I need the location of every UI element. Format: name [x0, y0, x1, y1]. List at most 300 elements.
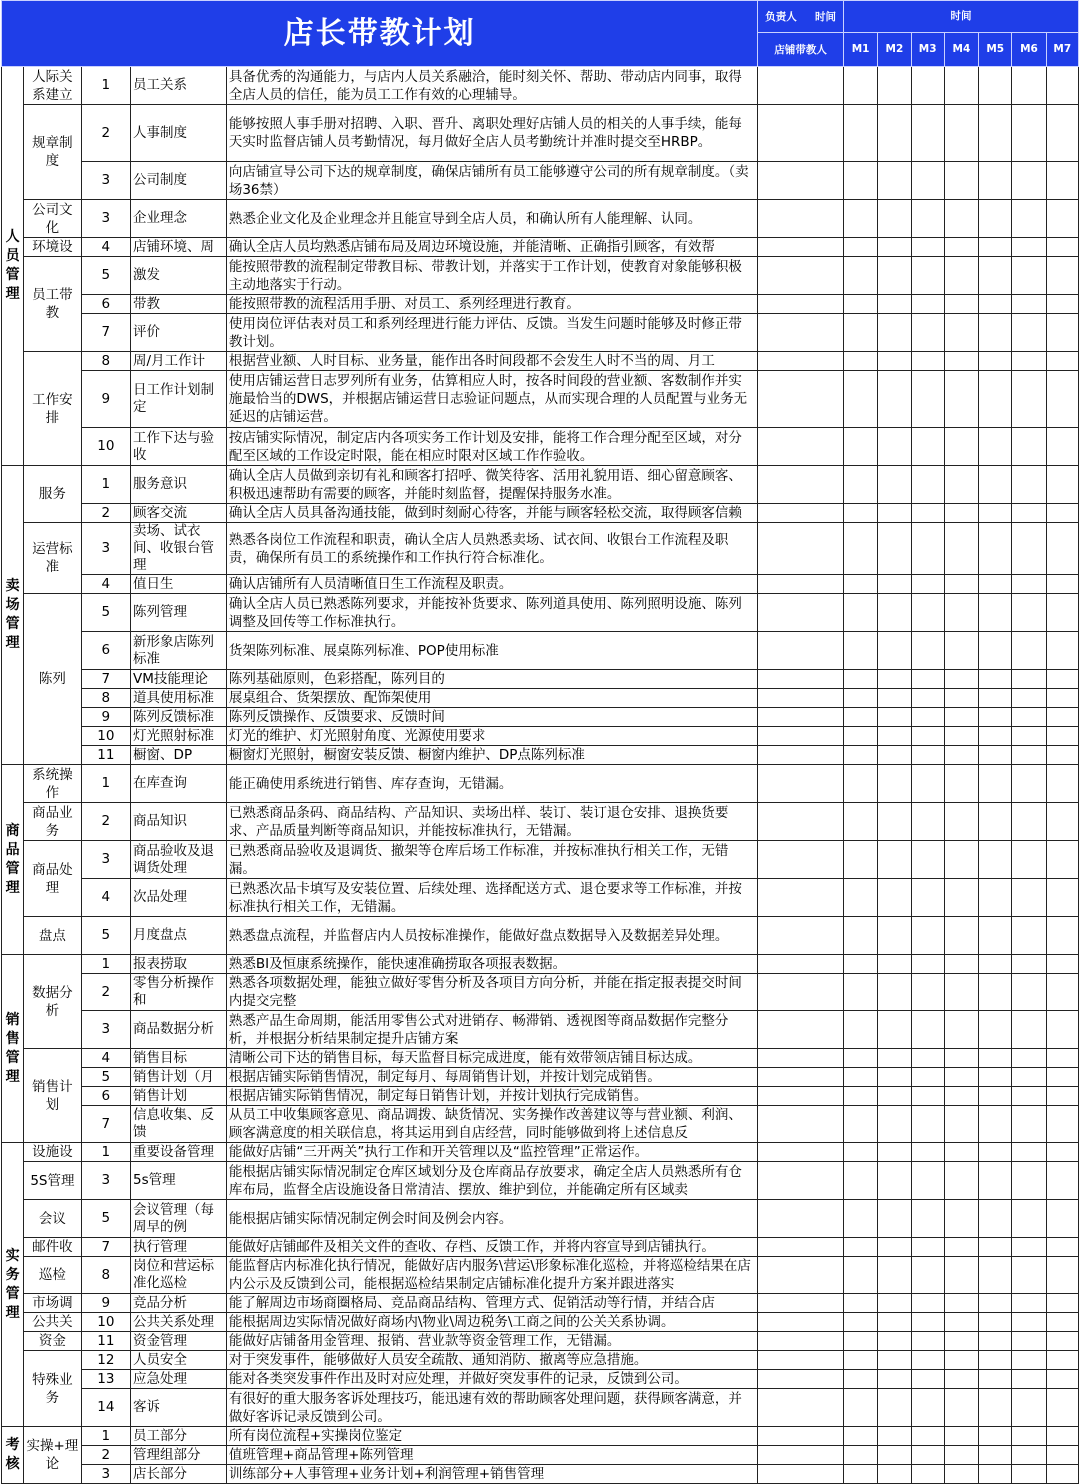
month-cell-m7[interactable] — [1046, 1465, 1078, 1484]
month-cell-m3[interactable] — [911, 841, 944, 879]
trainer-cell[interactable] — [758, 1389, 844, 1427]
month-cell-m3[interactable] — [911, 1068, 944, 1087]
month-cell-m5[interactable] — [979, 238, 1012, 257]
month-cell-m7[interactable] — [1046, 1200, 1078, 1238]
month-cell-m5[interactable] — [979, 1257, 1012, 1294]
month-cell-m3[interactable] — [911, 955, 944, 974]
month-cell-m1[interactable] — [843, 371, 877, 428]
trainer-cell[interactable] — [758, 1257, 844, 1294]
month-cell-m7[interactable] — [1046, 1143, 1078, 1162]
month-cell-m6[interactable] — [1012, 879, 1046, 917]
month-cell-m2[interactable] — [878, 708, 911, 727]
month-cell-m7[interactable] — [1046, 1370, 1078, 1389]
trainer-cell[interactable] — [758, 1465, 844, 1484]
trainer-cell[interactable] — [758, 1313, 844, 1332]
month-cell-m5[interactable] — [979, 523, 1012, 575]
month-cell-m3[interactable] — [911, 727, 944, 746]
month-cell-m6[interactable] — [1012, 727, 1046, 746]
trainer-cell[interactable] — [758, 1106, 844, 1143]
month-cell-m3[interactable] — [911, 879, 944, 917]
trainer-cell[interactable] — [758, 1370, 844, 1389]
month-cell-m5[interactable] — [979, 1332, 1012, 1351]
month-cell-m7[interactable] — [1046, 1446, 1078, 1465]
month-cell-m6[interactable] — [1012, 200, 1046, 238]
trainer-cell[interactable] — [758, 352, 844, 371]
month-cell-m1[interactable] — [843, 1351, 877, 1370]
month-cell-m1[interactable] — [843, 257, 877, 295]
month-cell-m2[interactable] — [878, 428, 911, 466]
month-cell-m3[interactable] — [911, 632, 944, 670]
month-cell-m7[interactable] — [1046, 1427, 1078, 1446]
month-cell-m7[interactable] — [1046, 1087, 1078, 1106]
trainer-cell[interactable] — [758, 1049, 844, 1068]
month-cell-m2[interactable] — [878, 504, 911, 523]
month-cell-m1[interactable] — [843, 295, 877, 314]
month-cell-m3[interactable] — [911, 746, 944, 765]
month-cell-m5[interactable] — [979, 1143, 1012, 1162]
month-cell-m1[interactable] — [843, 352, 877, 371]
month-cell-m5[interactable] — [979, 504, 1012, 523]
month-cell-m7[interactable] — [1046, 689, 1078, 708]
month-cell-m2[interactable] — [878, 955, 911, 974]
month-cell-m5[interactable] — [979, 1087, 1012, 1106]
trainer-cell[interactable] — [758, 594, 844, 632]
month-cell-m5[interactable] — [979, 1049, 1012, 1068]
trainer-cell[interactable] — [758, 1294, 844, 1313]
month-cell-m5[interactable] — [979, 428, 1012, 466]
month-cell-m7[interactable] — [1046, 314, 1078, 352]
month-cell-m1[interactable] — [843, 974, 877, 1011]
month-cell-m7[interactable] — [1046, 632, 1078, 670]
month-cell-m3[interactable] — [911, 1200, 944, 1238]
month-cell-m5[interactable] — [979, 1106, 1012, 1143]
month-cell-m5[interactable] — [979, 746, 1012, 765]
month-cell-m3[interactable] — [911, 1049, 944, 1068]
month-cell-m3[interactable] — [911, 1313, 944, 1332]
month-cell-m4[interactable] — [944, 1200, 978, 1238]
month-cell-m4[interactable] — [944, 295, 978, 314]
month-cell-m4[interactable] — [944, 670, 978, 689]
month-cell-m7[interactable] — [1046, 162, 1078, 200]
month-cell-m3[interactable] — [911, 1087, 944, 1106]
month-cell-m6[interactable] — [1012, 1200, 1046, 1238]
month-cell-m7[interactable] — [1046, 295, 1078, 314]
month-cell-m4[interactable] — [944, 162, 978, 200]
month-cell-m6[interactable] — [1012, 1370, 1046, 1389]
month-cell-m6[interactable] — [1012, 1313, 1046, 1332]
trainer-cell[interactable] — [758, 523, 844, 575]
month-cell-m7[interactable] — [1046, 1389, 1078, 1427]
month-cell-m5[interactable] — [979, 1162, 1012, 1200]
month-cell-m5[interactable] — [979, 1389, 1012, 1427]
month-cell-m7[interactable] — [1046, 765, 1078, 803]
trainer-cell[interactable] — [758, 803, 844, 841]
month-cell-m1[interactable] — [843, 1011, 877, 1049]
month-cell-m3[interactable] — [911, 575, 944, 594]
month-cell-m6[interactable] — [1012, 670, 1046, 689]
month-cell-m1[interactable] — [843, 1143, 877, 1162]
month-cell-m7[interactable] — [1046, 708, 1078, 727]
month-cell-m6[interactable] — [1012, 162, 1046, 200]
trainer-cell[interactable] — [758, 765, 844, 803]
month-cell-m2[interactable] — [878, 1011, 911, 1049]
month-cell-m4[interactable] — [944, 1106, 978, 1143]
month-cell-m3[interactable] — [911, 295, 944, 314]
month-cell-m3[interactable] — [911, 1257, 944, 1294]
month-cell-m6[interactable] — [1012, 295, 1046, 314]
trainer-cell[interactable] — [758, 371, 844, 428]
month-cell-m2[interactable] — [878, 746, 911, 765]
month-cell-m2[interactable] — [878, 105, 911, 162]
month-cell-m3[interactable] — [911, 1238, 944, 1257]
month-cell-m1[interactable] — [843, 689, 877, 708]
month-cell-m3[interactable] — [911, 1465, 944, 1484]
month-cell-m6[interactable] — [1012, 1332, 1046, 1351]
trainer-cell[interactable] — [758, 1087, 844, 1106]
month-cell-m4[interactable] — [944, 1351, 978, 1370]
month-cell-m7[interactable] — [1046, 1238, 1078, 1257]
month-cell-m6[interactable] — [1012, 708, 1046, 727]
month-cell-m2[interactable] — [878, 1106, 911, 1143]
month-cell-m1[interactable] — [843, 879, 877, 917]
month-cell-m3[interactable] — [911, 917, 944, 955]
trainer-cell[interactable] — [758, 1143, 844, 1162]
month-cell-m2[interactable] — [878, 670, 911, 689]
month-cell-m1[interactable] — [843, 1294, 877, 1313]
month-cell-m1[interactable] — [843, 428, 877, 466]
month-cell-m5[interactable] — [979, 200, 1012, 238]
month-cell-m6[interactable] — [1012, 1389, 1046, 1427]
month-cell-m4[interactable] — [944, 1143, 978, 1162]
month-cell-m1[interactable] — [843, 1049, 877, 1068]
month-cell-m3[interactable] — [911, 352, 944, 371]
month-cell-m5[interactable] — [979, 632, 1012, 670]
month-cell-m1[interactable] — [843, 727, 877, 746]
month-cell-m6[interactable] — [1012, 1106, 1046, 1143]
month-cell-m3[interactable] — [911, 1389, 944, 1427]
month-cell-m6[interactable] — [1012, 974, 1046, 1011]
month-cell-m3[interactable] — [911, 1332, 944, 1351]
month-cell-m5[interactable] — [979, 1465, 1012, 1484]
month-cell-m5[interactable] — [979, 67, 1012, 105]
month-cell-m4[interactable] — [944, 1465, 978, 1484]
month-cell-m4[interactable] — [944, 257, 978, 295]
month-cell-m4[interactable] — [944, 1238, 978, 1257]
month-cell-m1[interactable] — [843, 1200, 877, 1238]
month-cell-m2[interactable] — [878, 575, 911, 594]
month-cell-m6[interactable] — [1012, 1049, 1046, 1068]
month-cell-m3[interactable] — [911, 1370, 944, 1389]
month-cell-m2[interactable] — [878, 67, 911, 105]
month-cell-m3[interactable] — [911, 1446, 944, 1465]
month-cell-m2[interactable] — [878, 841, 911, 879]
month-cell-m1[interactable] — [843, 1389, 877, 1427]
month-cell-m4[interactable] — [944, 632, 978, 670]
month-cell-m7[interactable] — [1046, 1049, 1078, 1068]
month-cell-m5[interactable] — [979, 879, 1012, 917]
trainer-cell[interactable] — [758, 67, 844, 105]
month-cell-m6[interactable] — [1012, 803, 1046, 841]
month-cell-m2[interactable] — [878, 1294, 911, 1313]
month-cell-m4[interactable] — [944, 67, 978, 105]
month-cell-m5[interactable] — [979, 1446, 1012, 1465]
month-cell-m6[interactable] — [1012, 314, 1046, 352]
month-cell-m4[interactable] — [944, 314, 978, 352]
month-cell-m4[interactable] — [944, 238, 978, 257]
month-cell-m2[interactable] — [878, 594, 911, 632]
month-cell-m2[interactable] — [878, 1068, 911, 1087]
month-cell-m2[interactable] — [878, 632, 911, 670]
month-cell-m7[interactable] — [1046, 371, 1078, 428]
trainer-cell[interactable] — [758, 162, 844, 200]
month-cell-m5[interactable] — [979, 1427, 1012, 1446]
trainer-cell[interactable] — [758, 841, 844, 879]
month-cell-m3[interactable] — [911, 371, 944, 428]
month-cell-m6[interactable] — [1012, 1238, 1046, 1257]
trainer-cell[interactable] — [758, 689, 844, 708]
month-cell-m6[interactable] — [1012, 1257, 1046, 1294]
month-cell-m2[interactable] — [878, 1313, 911, 1332]
trainer-cell[interactable] — [758, 1351, 844, 1370]
month-cell-m5[interactable] — [979, 841, 1012, 879]
month-cell-m6[interactable] — [1012, 1446, 1046, 1465]
month-cell-m3[interactable] — [911, 257, 944, 295]
month-cell-m6[interactable] — [1012, 238, 1046, 257]
month-cell-m4[interactable] — [944, 1427, 978, 1446]
month-cell-m1[interactable] — [843, 238, 877, 257]
month-cell-m4[interactable] — [944, 1389, 978, 1427]
month-cell-m7[interactable] — [1046, 727, 1078, 746]
month-cell-m1[interactable] — [843, 632, 877, 670]
month-cell-m2[interactable] — [878, 314, 911, 352]
month-cell-m1[interactable] — [843, 841, 877, 879]
month-cell-m4[interactable] — [944, 466, 978, 504]
month-cell-m4[interactable] — [944, 1087, 978, 1106]
month-cell-m4[interactable] — [944, 974, 978, 1011]
month-cell-m3[interactable] — [911, 1294, 944, 1313]
month-cell-m3[interactable] — [911, 1351, 944, 1370]
month-cell-m4[interactable] — [944, 594, 978, 632]
month-cell-m6[interactable] — [1012, 765, 1046, 803]
month-cell-m6[interactable] — [1012, 523, 1046, 575]
month-cell-m1[interactable] — [843, 746, 877, 765]
month-cell-m1[interactable] — [843, 1332, 877, 1351]
month-cell-m6[interactable] — [1012, 1143, 1046, 1162]
month-cell-m6[interactable] — [1012, 1068, 1046, 1087]
month-cell-m5[interactable] — [979, 689, 1012, 708]
month-cell-m6[interactable] — [1012, 466, 1046, 504]
month-cell-m2[interactable] — [878, 257, 911, 295]
month-cell-m6[interactable] — [1012, 746, 1046, 765]
month-cell-m7[interactable] — [1046, 917, 1078, 955]
month-cell-m6[interactable] — [1012, 352, 1046, 371]
trainer-cell[interactable] — [758, 1068, 844, 1087]
month-cell-m3[interactable] — [911, 1011, 944, 1049]
month-cell-m2[interactable] — [878, 974, 911, 1011]
month-cell-m3[interactable] — [911, 466, 944, 504]
month-cell-m2[interactable] — [878, 879, 911, 917]
month-cell-m2[interactable] — [878, 352, 911, 371]
month-cell-m4[interactable] — [944, 523, 978, 575]
month-cell-m2[interactable] — [878, 371, 911, 428]
month-cell-m1[interactable] — [843, 200, 877, 238]
month-cell-m2[interactable] — [878, 803, 911, 841]
month-cell-m4[interactable] — [944, 352, 978, 371]
month-cell-m5[interactable] — [979, 955, 1012, 974]
month-cell-m7[interactable] — [1046, 466, 1078, 504]
month-cell-m7[interactable] — [1046, 594, 1078, 632]
month-cell-m1[interactable] — [843, 105, 877, 162]
trainer-cell[interactable] — [758, 955, 844, 974]
month-cell-m3[interactable] — [911, 1162, 944, 1200]
month-cell-m7[interactable] — [1046, 1351, 1078, 1370]
month-cell-m2[interactable] — [878, 1465, 911, 1484]
month-cell-m2[interactable] — [878, 200, 911, 238]
month-cell-m5[interactable] — [979, 575, 1012, 594]
month-cell-m5[interactable] — [979, 670, 1012, 689]
month-cell-m5[interactable] — [979, 1313, 1012, 1332]
month-cell-m4[interactable] — [944, 955, 978, 974]
month-cell-m6[interactable] — [1012, 257, 1046, 295]
month-cell-m1[interactable] — [843, 955, 877, 974]
trainer-cell[interactable] — [758, 879, 844, 917]
trainer-cell[interactable] — [758, 238, 844, 257]
trainer-cell[interactable] — [758, 105, 844, 162]
month-cell-m4[interactable] — [944, 105, 978, 162]
month-cell-m3[interactable] — [911, 594, 944, 632]
month-cell-m4[interactable] — [944, 708, 978, 727]
month-cell-m4[interactable] — [944, 689, 978, 708]
month-cell-m7[interactable] — [1046, 67, 1078, 105]
month-cell-m7[interactable] — [1046, 1162, 1078, 1200]
month-cell-m6[interactable] — [1012, 504, 1046, 523]
month-cell-m2[interactable] — [878, 1087, 911, 1106]
month-cell-m1[interactable] — [843, 708, 877, 727]
month-cell-m2[interactable] — [878, 1238, 911, 1257]
month-cell-m6[interactable] — [1012, 917, 1046, 955]
month-cell-m5[interactable] — [979, 1370, 1012, 1389]
month-cell-m4[interactable] — [944, 428, 978, 466]
month-cell-m6[interactable] — [1012, 1011, 1046, 1049]
month-cell-m2[interactable] — [878, 238, 911, 257]
month-cell-m2[interactable] — [878, 466, 911, 504]
month-cell-m1[interactable] — [843, 466, 877, 504]
month-cell-m3[interactable] — [911, 105, 944, 162]
month-cell-m4[interactable] — [944, 1446, 978, 1465]
month-cell-m6[interactable] — [1012, 955, 1046, 974]
month-cell-m4[interactable] — [944, 765, 978, 803]
month-cell-m2[interactable] — [878, 1332, 911, 1351]
month-cell-m2[interactable] — [878, 1370, 911, 1389]
month-cell-m7[interactable] — [1046, 1257, 1078, 1294]
month-cell-m3[interactable] — [911, 670, 944, 689]
month-cell-m7[interactable] — [1046, 1106, 1078, 1143]
month-cell-m4[interactable] — [944, 727, 978, 746]
month-cell-m4[interactable] — [944, 1257, 978, 1294]
month-cell-m7[interactable] — [1046, 257, 1078, 295]
month-cell-m3[interactable] — [911, 1143, 944, 1162]
month-cell-m2[interactable] — [878, 1200, 911, 1238]
month-cell-m5[interactable] — [979, 727, 1012, 746]
month-cell-m4[interactable] — [944, 1011, 978, 1049]
month-cell-m3[interactable] — [911, 200, 944, 238]
month-cell-m1[interactable] — [843, 1068, 877, 1087]
month-cell-m1[interactable] — [843, 1370, 877, 1389]
trainer-cell[interactable] — [758, 314, 844, 352]
month-cell-m3[interactable] — [911, 765, 944, 803]
month-cell-m2[interactable] — [878, 1389, 911, 1427]
trainer-cell[interactable] — [758, 466, 844, 504]
month-cell-m5[interactable] — [979, 1294, 1012, 1313]
month-cell-m4[interactable] — [944, 746, 978, 765]
month-cell-m7[interactable] — [1046, 352, 1078, 371]
trainer-cell[interactable] — [758, 917, 844, 955]
month-cell-m7[interactable] — [1046, 238, 1078, 257]
month-cell-m1[interactable] — [843, 670, 877, 689]
month-cell-m5[interactable] — [979, 917, 1012, 955]
month-cell-m3[interactable] — [911, 1427, 944, 1446]
month-cell-m4[interactable] — [944, 504, 978, 523]
month-cell-m4[interactable] — [944, 1162, 978, 1200]
month-cell-m2[interactable] — [878, 1257, 911, 1294]
month-cell-m5[interactable] — [979, 803, 1012, 841]
month-cell-m5[interactable] — [979, 765, 1012, 803]
month-cell-m1[interactable] — [843, 1162, 877, 1200]
trainer-cell[interactable] — [758, 428, 844, 466]
month-cell-m1[interactable] — [843, 803, 877, 841]
month-cell-m5[interactable] — [979, 1238, 1012, 1257]
trainer-cell[interactable] — [758, 1446, 844, 1465]
month-cell-m5[interactable] — [979, 257, 1012, 295]
month-cell-m1[interactable] — [843, 504, 877, 523]
month-cell-m3[interactable] — [911, 1106, 944, 1143]
month-cell-m3[interactable] — [911, 708, 944, 727]
month-cell-m1[interactable] — [843, 575, 877, 594]
month-cell-m7[interactable] — [1046, 803, 1078, 841]
month-cell-m5[interactable] — [979, 105, 1012, 162]
month-cell-m5[interactable] — [979, 1068, 1012, 1087]
month-cell-m7[interactable] — [1046, 200, 1078, 238]
month-cell-m5[interactable] — [979, 466, 1012, 504]
month-cell-m2[interactable] — [878, 1049, 911, 1068]
month-cell-m4[interactable] — [944, 1313, 978, 1332]
month-cell-m1[interactable] — [843, 1446, 877, 1465]
month-cell-m6[interactable] — [1012, 428, 1046, 466]
trainer-cell[interactable] — [758, 295, 844, 314]
month-cell-m3[interactable] — [911, 314, 944, 352]
month-cell-m6[interactable] — [1012, 575, 1046, 594]
month-cell-m3[interactable] — [911, 504, 944, 523]
month-cell-m5[interactable] — [979, 1011, 1012, 1049]
month-cell-m2[interactable] — [878, 917, 911, 955]
month-cell-m3[interactable] — [911, 689, 944, 708]
month-cell-m4[interactable] — [944, 1332, 978, 1351]
month-cell-m6[interactable] — [1012, 1465, 1046, 1484]
month-cell-m6[interactable] — [1012, 67, 1046, 105]
month-cell-m1[interactable] — [843, 523, 877, 575]
month-cell-m4[interactable] — [944, 1370, 978, 1389]
month-cell-m2[interactable] — [878, 1143, 911, 1162]
month-cell-m5[interactable] — [979, 708, 1012, 727]
month-cell-m1[interactable] — [843, 1106, 877, 1143]
month-cell-m7[interactable] — [1046, 955, 1078, 974]
month-cell-m1[interactable] — [843, 1427, 877, 1446]
month-cell-m2[interactable] — [878, 1351, 911, 1370]
month-cell-m3[interactable] — [911, 974, 944, 1011]
month-cell-m5[interactable] — [979, 974, 1012, 1011]
trainer-cell[interactable] — [758, 632, 844, 670]
month-cell-m6[interactable] — [1012, 1294, 1046, 1313]
